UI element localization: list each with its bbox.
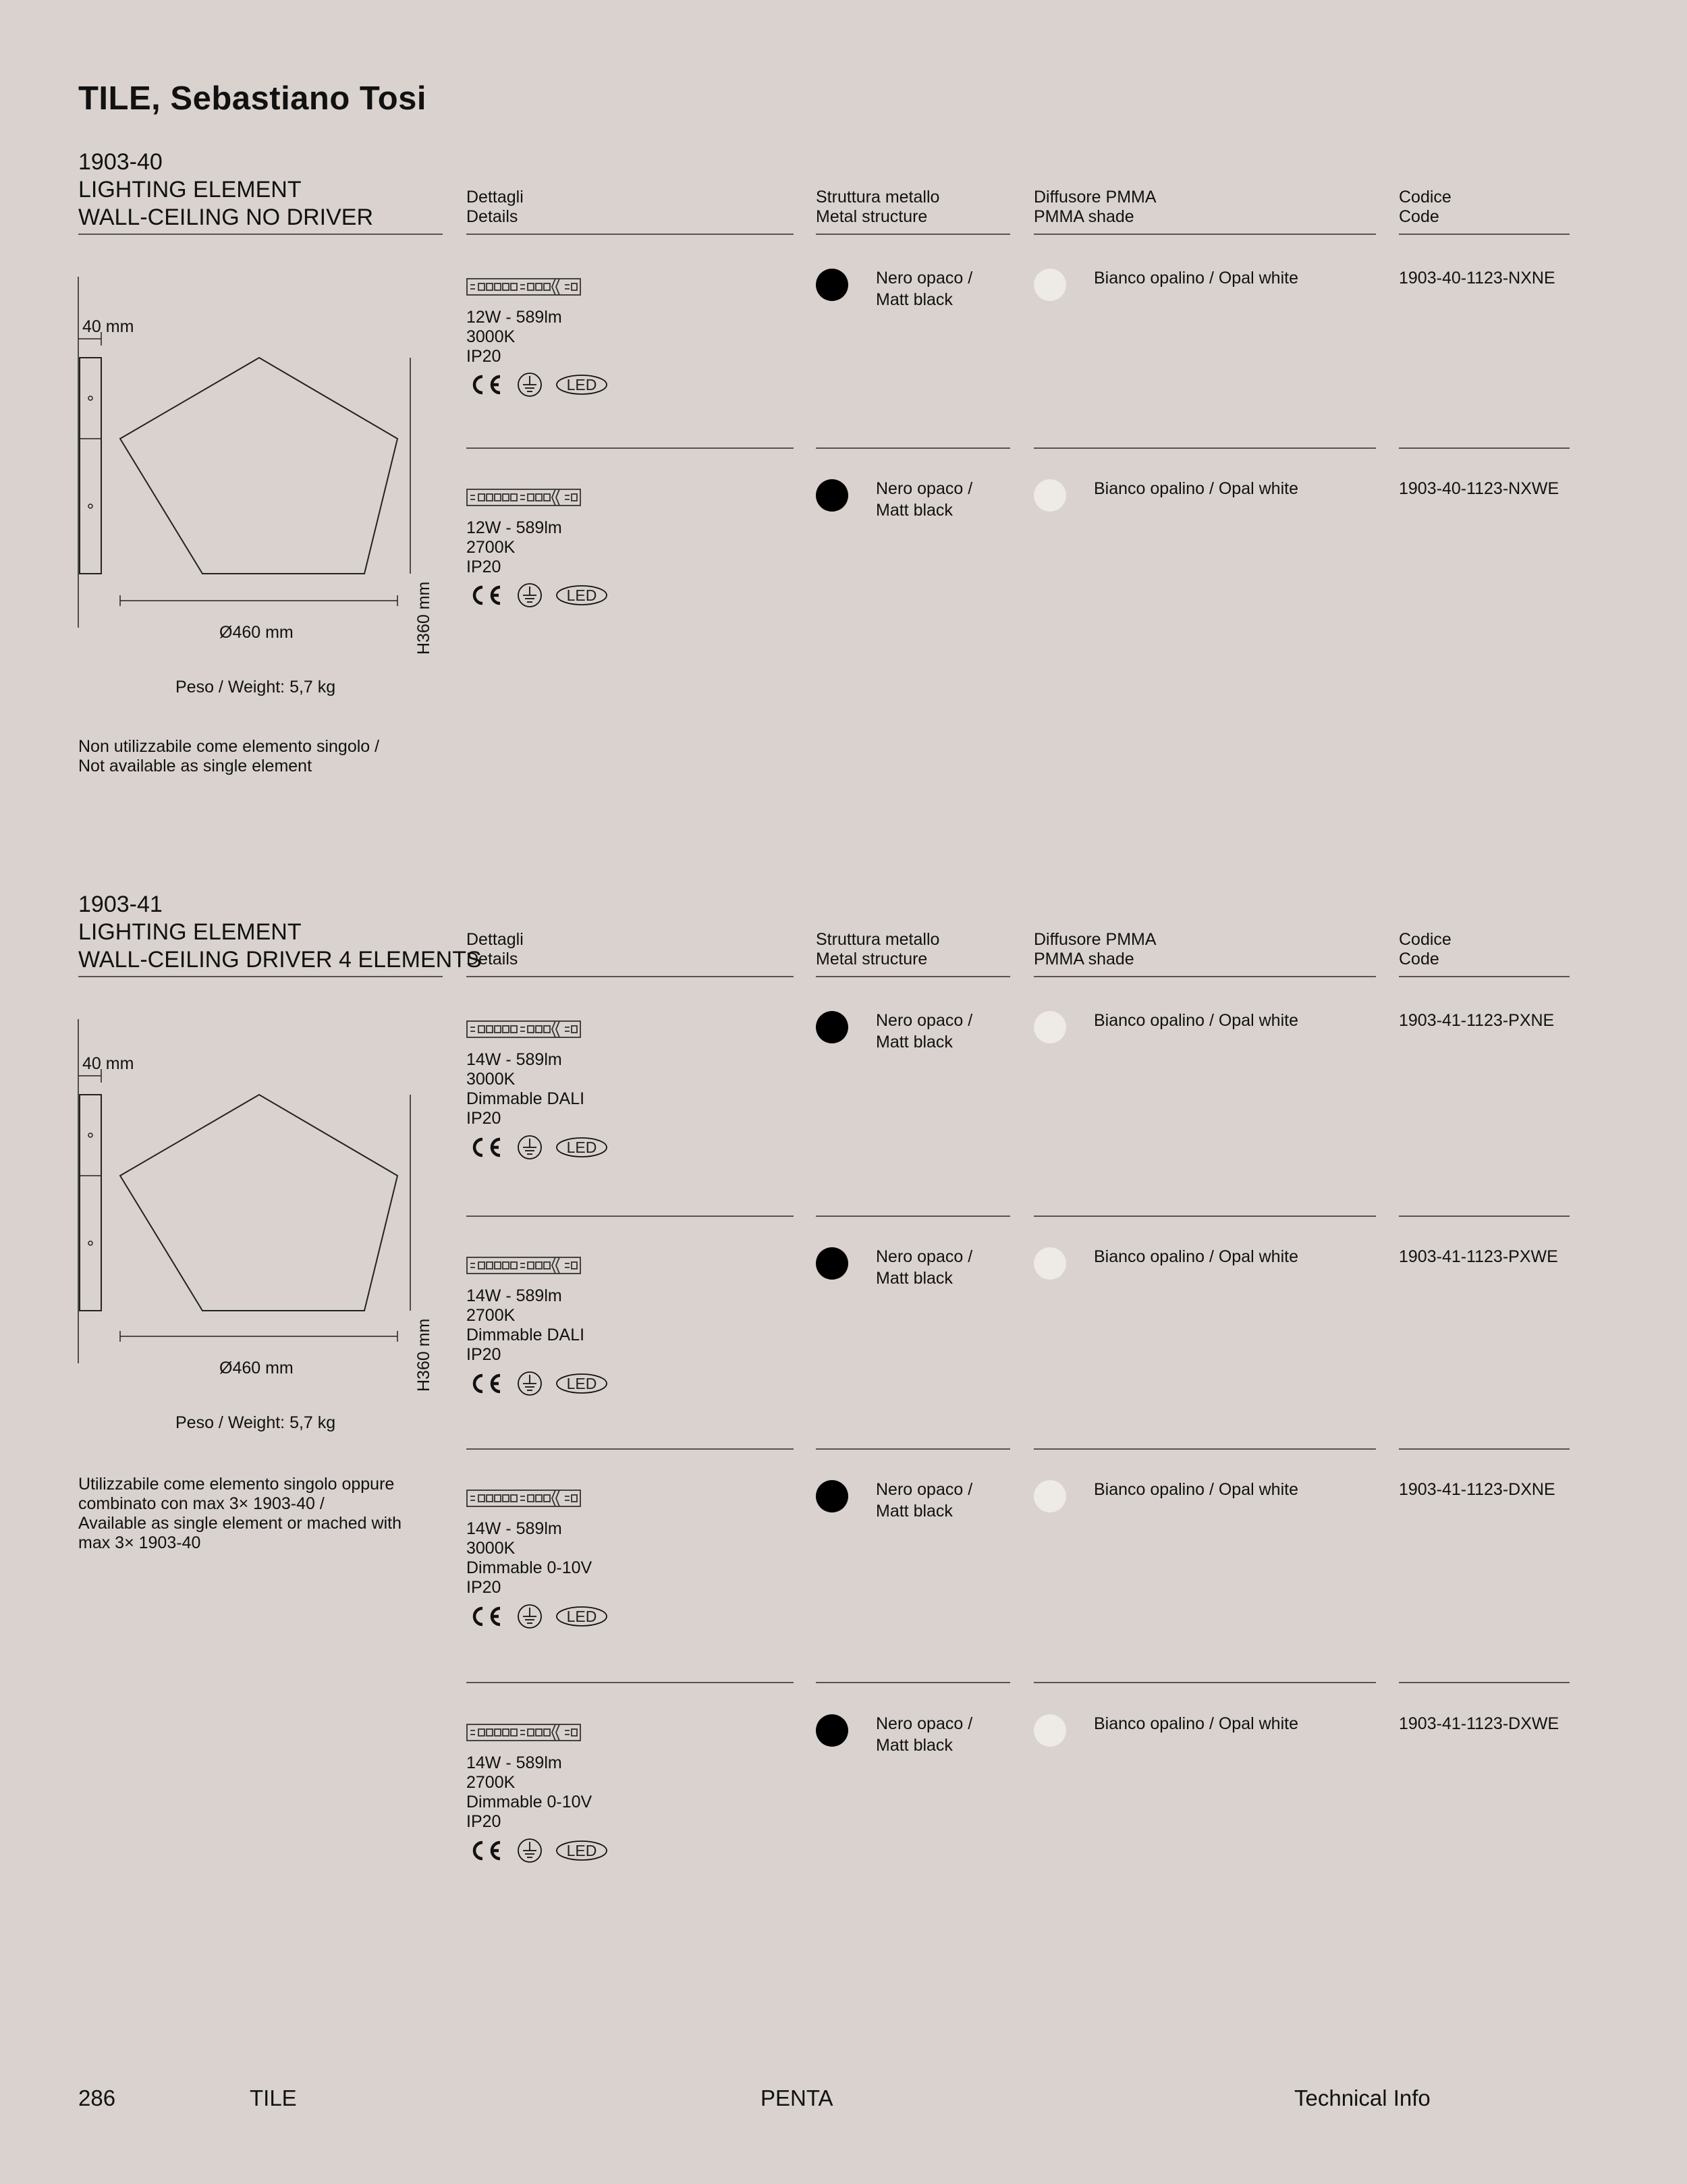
row-separator [1399,1682,1570,1683]
column-rule [466,976,794,977]
structure-finish-line1: Nero opaco / [876,479,973,498]
structure-finish-line1: Nero opaco / [876,1247,973,1266]
ip-rating: IP20 [466,1812,501,1831]
matt-black-swatch [816,269,848,301]
wattage-lumens: 12W - 589lm [466,518,562,537]
row-separator [1034,447,1376,449]
structure-finish-line2: Matt black [876,1033,953,1052]
color-temperature: 3000K [466,1070,516,1089]
ip-rating: IP20 [466,1345,501,1364]
dimming-type: Dimmable 0-10V [466,1793,592,1811]
linear-fixture-icon [466,277,581,297]
product-code: 1903-41-1123-DXNE [1399,1480,1555,1499]
section-rule [78,976,443,977]
certification-icons [466,1602,621,1631]
matt-black-swatch [816,1714,848,1747]
linear-fixture-icon [466,1019,581,1039]
dimming-type: Dimmable 0-10V [466,1558,592,1577]
color-temperature: 2700K [466,1306,516,1325]
color-temperature: 3000K [466,1539,516,1558]
wattage-lumens: 12W - 589lm [466,308,562,327]
row-separator [816,1448,1010,1450]
led-label: LED [566,1842,597,1859]
ce-mark-icon [474,1375,482,1392]
led-label: LED [566,1139,597,1156]
structure-finish-line2: Matt black [876,1269,953,1288]
color-temperature: 2700K [466,538,516,557]
shade-finish: Bianco opalino / Opal white [1094,1714,1298,1733]
product-mount: WALL-CEILING NO DRIVER [78,204,374,230]
led-label: LED [566,1375,597,1392]
opal-white-swatch [1034,1011,1066,1043]
product-number: 1903-41 [78,892,163,917]
shade-finish: Bianco opalino / Opal white [1094,1011,1298,1030]
matt-black-swatch [816,1011,848,1043]
matt-black-swatch [816,1247,848,1280]
column-header-details: Dettagli Details [466,188,524,226]
product-number: 1903-40 [78,149,163,175]
ip-rating: IP20 [466,557,501,576]
ip-rating: IP20 [466,1109,501,1128]
column-rule [466,234,794,235]
ce-mark-icon [474,1139,482,1155]
wattage-lumens: 14W - 589lm [466,1286,562,1305]
certification-icons [466,1369,621,1398]
led-label: LED [566,586,597,604]
led-label: LED [566,376,597,393]
page-title: TILE, Sebastiano Tosi [78,80,427,117]
product-mount: WALL-CEILING DRIVER 4 ELEMENTS [78,947,482,973]
wattage-lumens: 14W - 589lm [466,1519,562,1538]
row-separator [816,1682,1010,1683]
row-separator [816,1216,1010,1217]
usage-note: Non utilizzabile come elemento singolo / Not available as single element [78,737,380,775]
structure-finish-line1: Nero opaco / [876,1480,973,1499]
row-separator [466,1682,794,1683]
diameter-dimension: Ø460 mm [219,1359,294,1377]
opal-white-swatch [1034,1714,1066,1747]
row-separator [466,1448,794,1450]
wattage-lumens: 14W - 589lm [466,1050,562,1069]
wattage-lumens: 14W - 589lm [466,1753,562,1772]
ip-rating: IP20 [466,1578,501,1597]
product-type: LIGHTING ELEMENT [78,177,302,202]
row-separator [466,447,794,449]
structure-finish-line2: Matt black [876,1502,953,1521]
shade-finish: Bianco opalino / Opal white [1094,1247,1298,1266]
column-rule [1399,234,1570,235]
column-header-shade: Diffusore PMMA PMMA shade [1034,188,1157,226]
footer-section: Technical Info [1294,2085,1431,2110]
height-dimension: H360 mm [414,1318,433,1392]
column-header-structure: Struttura metallo Metal structure [816,188,940,226]
structure-finish-line2: Matt black [876,501,953,520]
column-header-structure: Struttura metallo Metal structure [816,930,940,968]
product-code: 1903-41-1123-PXWE [1399,1247,1558,1266]
weight-label: Peso / Weight: 5,7 kg [175,1413,336,1432]
depth-dimension: 40 mm [82,1054,134,1073]
certification-icons [466,1836,621,1865]
certification-icons [466,1132,621,1162]
row-separator [816,447,1010,449]
column-rule [1034,234,1376,235]
column-rule [1399,976,1570,977]
product-section-1903-41 [0,891,1687,1903]
row-separator [1399,447,1570,449]
column-header-details: Dettagli Details [466,930,524,968]
row-separator [1399,1448,1570,1450]
weight-label: Peso / Weight: 5,7 kg [175,678,336,697]
linear-fixture-icon [466,487,581,508]
row-separator [1034,1448,1376,1450]
linear-fixture-icon [466,1255,581,1276]
certification-icons [466,580,621,610]
ce-mark-icon [474,587,482,603]
led-label: LED [566,1608,597,1625]
diameter-dimension: Ø460 mm [219,623,294,642]
product-type: LIGHTING ELEMENT [78,919,302,945]
product-code: 1903-41-1123-DXWE [1399,1714,1559,1733]
certification-icons [466,370,621,400]
row-separator [1399,1216,1570,1217]
ce-mark-icon [474,1842,482,1859]
product-code: 1903-41-1123-PXNE [1399,1011,1555,1030]
dimming-type: Dimmable DALI [466,1326,585,1344]
color-temperature: 3000K [466,327,516,346]
section-rule [78,234,443,235]
ip-rating: IP20 [466,347,501,366]
linear-fixture-icon [466,1722,581,1743]
linear-fixture-icon [466,1488,581,1508]
opal-white-swatch [1034,1247,1066,1280]
column-header-code: Codice Code [1399,188,1451,226]
row-separator [1034,1216,1376,1217]
row-separator [1034,1682,1376,1683]
column-rule [816,976,1010,977]
column-header-shade: Diffusore PMMA PMMA shade [1034,930,1157,968]
section-heading [78,891,482,974]
product-section-1903-40 [0,148,1687,796]
ce-mark-icon [474,1608,482,1625]
shade-finish: Bianco opalino / Opal white [1094,479,1298,498]
height-dimension: H360 mm [414,581,433,655]
column-rule [1034,976,1376,977]
structure-finish-line1: Nero opaco / [876,269,973,288]
pentagon-dimension-drawing [73,1019,451,1384]
footer-model: PENTA [760,2085,833,2110]
structure-finish-line1: Nero opaco / [876,1714,973,1733]
matt-black-swatch [816,1480,848,1512]
column-header-code: Codice Code [1399,930,1451,968]
section-heading [78,148,373,231]
opal-white-swatch [1034,269,1066,301]
ce-mark-icon [474,377,482,393]
structure-finish-line2: Matt black [876,1736,953,1755]
opal-white-swatch [1034,479,1066,512]
product-code: 1903-40-1123-NXNE [1399,269,1555,288]
usage-note: Utilizzabile come elemento singolo oppure combinato con max 3× 1903-40 / Available as single element or mached with max 3× 1903-40 [78,1475,402,1552]
footer-page-number: 286 [78,2085,116,2110]
column-rule [816,234,1010,235]
color-temperature: 2700K [466,1773,516,1792]
depth-dimension: 40 mm [82,317,134,336]
structure-finish-line1: Nero opaco / [876,1011,973,1030]
shade-finish: Bianco opalino / Opal white [1094,269,1298,288]
product-code: 1903-40-1123-NXWE [1399,479,1559,498]
matt-black-swatch [816,479,848,512]
structure-finish-line2: Matt black [876,290,953,309]
row-separator [466,1216,794,1217]
opal-white-swatch [1034,1480,1066,1512]
footer-family: TILE [250,2085,297,2110]
shade-finish: Bianco opalino / Opal white [1094,1480,1298,1499]
dimming-type: Dimmable DALI [466,1089,585,1108]
